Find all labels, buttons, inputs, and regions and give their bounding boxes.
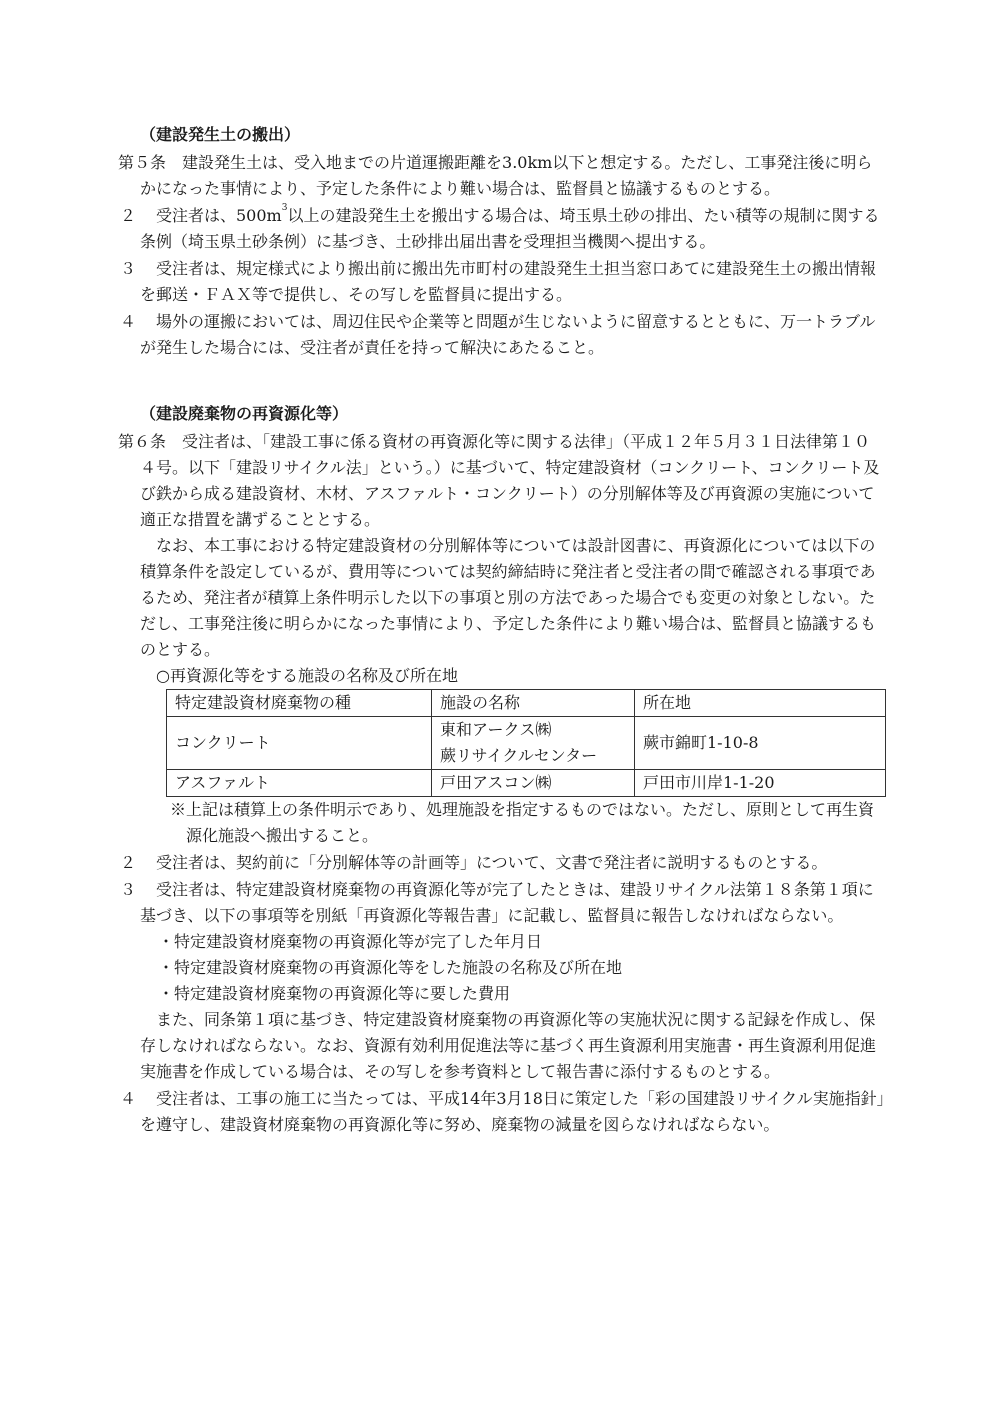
paragraph-number: ４	[120, 312, 137, 331]
cell-facility: 戸田アスコン㈱	[432, 770, 635, 797]
cell-location: 戸田市川岸1-1-20	[635, 770, 886, 797]
paragraph-number: ２	[120, 206, 137, 225]
facility-table	[166, 689, 886, 797]
table-note: ※上記は積算上の条件明示であり、処理施設を指定するものではない。ただし、原則として再生資源化施設へ搬出すること。	[170, 800, 875, 845]
article-6-text: 受注者は、「建設工事に係る資材の再資源化等に関する法律」（平成１２年５月３１日法律第１０４号。以下「建設リサイクル法」という。）に基づいて、特定建設資材（コンクリート、コンクリート及び鉄から成る建設資材、木材、アスファルト・コンクリート）の分別解体等及び再資源の実施について適正な措置を講ずることとする。	[140, 432, 880, 529]
article-5-text: 建設発生土は、受入地までの片道運搬距離を3.0km以下と想定する。ただし、工事発注後に明らかになった事情により、予定した条件により難い場合は、監督員と協議するものとする。	[140, 153, 873, 198]
article-6-note-paragraph: なお、本工事における特定建設資材の分別解体等については設計図書に、再資源化については以下の積算条件を設定しているが、費用等については契約締結時に発注者と受注者の間で確認される事項であるため、発注者が積算上条件明示した以下の事項と別の方法であった場合でも変更の対象としない。ただし、工事発注後に明らかになった事情により、予定した条件により難い場合は、監督員と協議するものとする。	[140, 536, 877, 659]
table-caption: ○再資源化等をする施設の名称及び所在地	[156, 666, 458, 685]
article-6-label: 第６条	[118, 432, 167, 451]
paragraph-number: ２	[120, 853, 137, 872]
cell-material: アスファルト	[167, 770, 432, 797]
superscript: 3	[281, 203, 288, 213]
paragraph-text: 受注者は、特定建設資材廃棄物の再資源化等が完了したときは、建設リサイクル法第１８条第１項に基づき、以下の事項等を別紙「再資源化等報告書」に記載し、監督員に報告しなければならない。	[140, 880, 874, 925]
article-5-label: 第５条	[118, 153, 167, 172]
paragraph-text: 受注者は、規定様式により搬出前に搬出先市町村の建設発生土担当窓口あてに建設発生土の搬出情報を郵送・ＦＡＸ等で提供し、その写しを監督員に提出する。	[140, 259, 877, 304]
list-item: ・特定建設資材廃棄物の再資源化等が完了した年月日	[158, 932, 543, 951]
paragraph-number: ４	[120, 1089, 137, 1108]
section-heading-waste: （建設廃棄物の再資源化等）	[140, 404, 349, 423]
cell-material: コンクリート	[167, 717, 432, 770]
cell-facility	[432, 717, 635, 770]
article-5-paragraph-3	[118, 256, 886, 308]
list-item: ・特定建設資材廃棄物の再資源化等に要した費用	[158, 984, 511, 1003]
list-item: ・特定建設資材廃棄物の再資源化等をした施設の名称及び所在地	[158, 958, 623, 977]
article-6	[118, 429, 886, 533]
facility-line: 東和アークス㈱	[440, 720, 552, 739]
paragraph-text: 場外の運搬においては、周辺住民や企業等と問題が生じないように留意するとともに、万一トラブルが発生した場合には、受注者が責任を持って解決にあたること。	[140, 312, 876, 357]
paragraph-text: 受注者は、契約前に「分別解体等の計画等」について、文書で発注者に説明するものとする。	[140, 853, 828, 872]
article-6-paragraph-3	[118, 877, 886, 929]
header-facility: 施設の名称	[432, 690, 635, 717]
section-heading-soil: （建設発生土の搬出）	[140, 125, 301, 144]
table-header-row	[167, 690, 886, 717]
paragraph-text: 受注者は、工事の施工に当たっては、平成14年3月18日に策定した「彩の国建設リサイクル実施指針」を遵守し、建設資材廃棄物の再資源化等に努め、廃棄物の減量を図らなければならない。	[140, 1089, 885, 1134]
paragraph-text: 以上の建設発生土を搬出する場合は、埼玉県土砂の排出、たい積等の規制に関する条例（埼玉県土砂条例）に基づき、土砂排出届出書を受理担当機関へ提出する。	[140, 206, 880, 251]
header-location: 所在地	[635, 690, 886, 717]
article-5-paragraph-4	[118, 309, 886, 361]
article-5	[118, 150, 886, 202]
article-6-paragraph-3-continued: また、同条第１項に基づき、特定建設資材廃棄物の再資源化等の実施状況に関する記録を作成し、保存しなければならない。なお、資源有効利用促進法等に基づく再生資源利用実施書・再生資源利用促進実施書を作成している場合は、その写しを参考資料として報告書に添付するものとする。	[140, 1010, 877, 1081]
document-page	[118, 120, 886, 1138]
paragraph-number: ３	[120, 259, 137, 278]
table-row	[167, 717, 886, 770]
header-material: 特定建設資材廃棄物の種	[167, 690, 432, 717]
paragraph-number: ３	[120, 880, 137, 899]
article-6-paragraph-4	[118, 1086, 886, 1138]
cell-location: 蕨市錦町1-10-8	[635, 717, 886, 770]
article-5-paragraph-2	[118, 203, 886, 255]
paragraph-text: 受注者は、500m	[140, 206, 282, 225]
table-row	[167, 770, 886, 797]
article-6-paragraph-2	[118, 850, 886, 876]
facility-line: 蕨リサイクルセンター	[440, 746, 598, 765]
